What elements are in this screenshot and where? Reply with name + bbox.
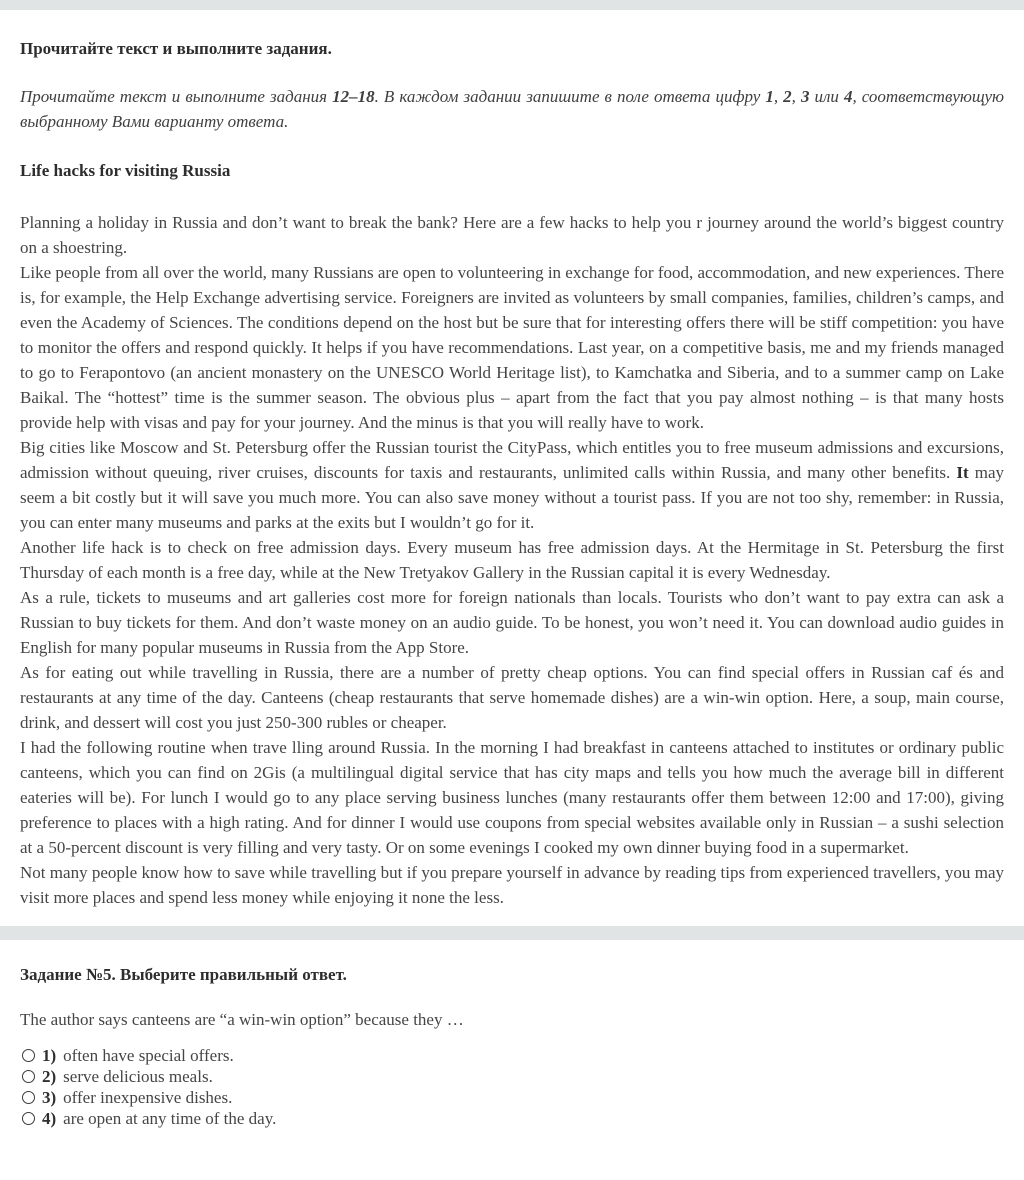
article-title: Life hacks for visiting Russia	[20, 161, 231, 180]
option-number: 4)	[42, 1109, 57, 1128]
article-body	[20, 210, 1004, 910]
question-section	[0, 940, 1024, 1129]
task-instruction: Прочитайте текст и выполните задания 12–18. В каждом задании запишите в поле ответа цифру 1, 2, 3 или 4, соответствующую выбранному Вами варианту ответа.	[20, 87, 1005, 131]
answer-option-3[interactable]	[20, 1087, 1004, 1108]
answer-option-2[interactable]	[20, 1066, 1004, 1087]
article-paragraph: Big cities like Moscow and St. Petersburg offer the Russian tourist the CityPass, which entitles you to free museum admissions and excursions, admission without queuing, river cruises, discounts for taxis and restaurants, unlimited calls within Russia, and many other benefits. It may seem a bit costly but it will save you much more. You can also save money without a tourist pass. If you are not too shy, remember: in Russia, you can enter many museums and parks at the exits but I wouldn’t go for it.	[20, 438, 1004, 532]
article-paragraph: I had the following routine when trave lling around Russia. In the morning I had breakfast in canteens attached to institutes or ordinary public canteens, which you can find on 2Gis (a multilingual digital service that has city maps and tells you how much the average bill in different eateries will be). For lunch I would go to any place serving business lunches (many restaurants offer them between 12:00 and 17:00), giving preference to places with a high rating. And for dinner I would use coupons from special websites available only in Russian – a sushi selection at a 50-percent discount is very filling and very tasty. Or on some evenings I cooked my own dinner buying food in a supermarket.	[20, 738, 1004, 857]
reading-section	[0, 10, 1024, 910]
article-paragraph: Not many people know how to save while travelling but if you prepare yourself in advance by reading tips from experienced travellers, you may visit more places and spend less money while enjoying it none the less.	[20, 863, 1004, 907]
radio-button-1-icon[interactable]	[22, 1049, 35, 1062]
option-number: 3)	[42, 1088, 57, 1107]
article-paragraph: Like people from all over the world, many Russians are open to volunteering in exchange for food, accommodation, and new experiences. There is, for example, the Help Exchange advertising service. Foreigners are invited as volunteers by small companies, families, children’s camps, and even the Academy of Sciences. The conditions depend on the host but be sure that for interesting offers there will be stiff competition: you have to monitor the offers and respond quickly. It helps if you have recommendations. Last year, on a competitive basis, me and my friends managed to go to Ferapontovo (an ancient monastery on the UNESCO World Heritage list), to Kamchatka and Siberia, and to a summer camp on Lake Baikal. The “hottest” time is the summer season. The obvious plus – apart from the fact that you pay almost nothing – is that many hosts provide help with visas and pay for your journey. And the minus is that you will really have to work.	[20, 263, 1004, 432]
option-number: 2)	[42, 1067, 57, 1086]
radio-button-2-icon[interactable]	[22, 1070, 35, 1083]
option-label: often have special offers.	[63, 1046, 234, 1065]
answer-option-1[interactable]	[20, 1045, 1004, 1066]
question-prompt: The author says canteens are “a win-win option” because they …	[20, 1010, 464, 1029]
article-paragraph: Another life hack is to check on free admission days. Every museum has free admission days. At the Hermitage in St. Petersburg the first Thursday of each month is a free day, while at the New Tretyakov Gallery in the Russian capital it is every Wednesday.	[20, 538, 1004, 582]
option-number: 1)	[42, 1046, 57, 1065]
option-label: offer inexpensive dishes.	[63, 1088, 233, 1107]
answer-option-4[interactable]	[20, 1108, 1004, 1129]
answer-options	[20, 1045, 1004, 1129]
option-label: are open at any time of the day.	[63, 1109, 277, 1128]
question-task-title: Задание №5. Выберите правильный ответ.	[20, 965, 347, 984]
radio-button-4-icon[interactable]	[22, 1112, 35, 1125]
article-paragraph: As for eating out while travelling in Russia, there are a number of pretty cheap options. You can find special offers in Russian caf és and restaurants at any time of the day. Canteens (cheap restaurants that serve homemade dishes) are a win-win option. Here, a soup, main course, drink, and dessert will cost you just 250-300 rubles or cheaper.	[20, 663, 1004, 732]
article-paragraph: As a rule, tickets to museums and art galleries cost more for foreign nationals than locals. Tourists who don’t want to pay extra can ask a Russian to buy tickets for them. And don’t waste money on an audio guide. To be honest, you won’t need it. You can download audio guides in English for many popular museums in Russia from the App Store.	[20, 588, 1004, 657]
article-paragraph: Planning a holiday in Russia and don’t want to break the bank? Here are a few hacks to help you r journey around the world’s biggest country on a shoestring.	[20, 213, 1004, 257]
section-divider-bar	[0, 926, 1024, 940]
top-divider-bar	[0, 0, 1024, 10]
radio-button-3-icon[interactable]	[22, 1091, 35, 1104]
option-label: serve delicious meals.	[63, 1067, 213, 1086]
section-header: Прочитайте текст и выполните задания.	[20, 39, 332, 58]
